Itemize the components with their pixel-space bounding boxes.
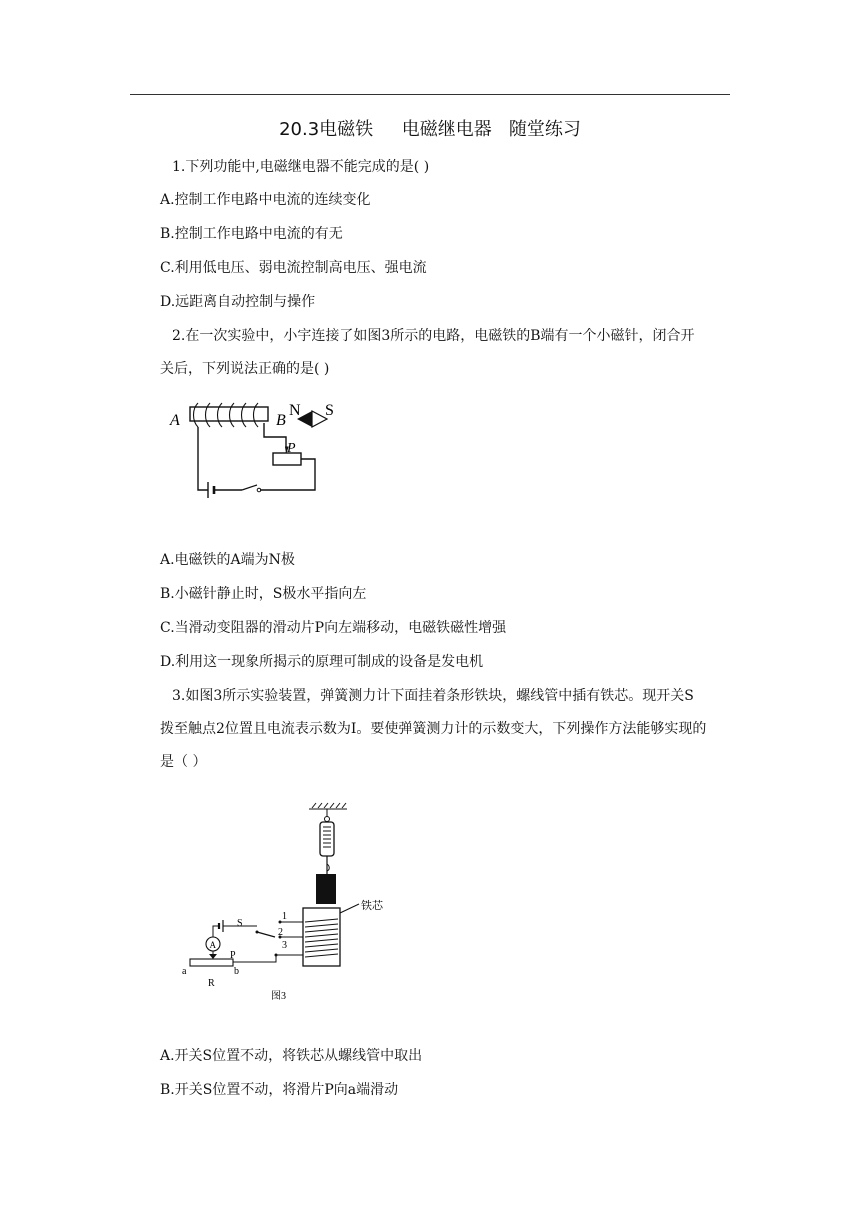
q3-stem-line2: 拨至触点2位置且电流表示数为I。要使弹簧测力计的示数变大，下列操作方法能够实现的 [160, 721, 707, 737]
wire-right [260, 459, 315, 490]
figure-caption: 图3 [271, 991, 286, 1002]
switch-pivot [256, 931, 259, 934]
spring-coils [323, 827, 331, 847]
q2-stem-line2: 关后，下列说法正确的是( ) [160, 361, 330, 377]
q3-option-a: A.开关S位置不动，将铁芯从螺线管中取出 [160, 1048, 423, 1064]
q2-option-a: A.电磁铁的A端为N极 [160, 552, 295, 568]
switch-lever [242, 485, 257, 490]
core-pointer [340, 904, 359, 913]
scale-ring [325, 817, 330, 822]
label-end-b: b [234, 966, 239, 977]
label-switch: S [237, 918, 243, 929]
label-s: S [325, 402, 334, 419]
slider-arrow [209, 954, 217, 959]
q2-option-d: D.利用这一现象所揭示的原理可制成的设备是发电机 [160, 654, 484, 670]
ceiling-hatch [309, 803, 347, 809]
switch-s [257, 932, 275, 937]
label-slider: P [230, 950, 236, 961]
label-resistor: R [208, 978, 215, 989]
wire-left [198, 427, 208, 490]
label-a: A [170, 412, 180, 429]
q3-stem-line3: 是（ ） [160, 754, 207, 770]
q1-option-b: B.控制工作电路中电流的有无 [160, 226, 343, 242]
q3-apparatus-figure [175, 800, 415, 1005]
label-b: B [276, 412, 286, 429]
iron-block [316, 874, 336, 904]
q1-option-c: C.利用低电压、弱电流控制高电压、强电流 [160, 260, 427, 276]
q2-option-c: C.当滑动变阻器的滑动片P向左端移动，电磁铁磁性增强 [160, 620, 507, 636]
q2-circuit-figure [160, 395, 360, 500]
q1-option-d: D.远距离自动控制与操作 [160, 294, 316, 310]
q3-stem-line1: 3.如图3所示实验装置，弹簧测力计下面挂着条形铁块，螺线管中插有铁芯。现开关S [172, 688, 694, 704]
label-contact-1: 1 [282, 911, 287, 922]
q2-option-b: B.小磁针静止时，S极水平指向左 [160, 586, 367, 602]
label-p: P [287, 441, 296, 456]
solenoid-coil [305, 919, 338, 957]
label-core: 铁芯 [361, 900, 383, 912]
header-rule [130, 94, 730, 95]
q2-stem-line1: 2.在一次实验中，小宇连接了如图3所示的电路，电磁铁的B端有一个小磁针，闭合开 [172, 328, 695, 344]
label-contact-2: 2 [278, 927, 283, 938]
label-contact-3: 3 [282, 940, 287, 951]
label-n: N [289, 402, 301, 419]
wire-rheostat [233, 955, 276, 962]
label-end-a: a [182, 966, 187, 977]
q1-stem: 1.下列功能中,电磁继电器不能完成的是( ) [172, 159, 430, 175]
q3-option-b: B.开关S位置不动，将滑片P向a端滑动 [160, 1082, 399, 1098]
label-ammeter: A [209, 940, 216, 950]
q1-option-a: A.控制工作电路中电流的连续变化 [160, 192, 371, 208]
page-title: 20.3电磁铁 电磁继电器 随堂练习 [279, 119, 581, 140]
rheostat-r [190, 959, 233, 966]
